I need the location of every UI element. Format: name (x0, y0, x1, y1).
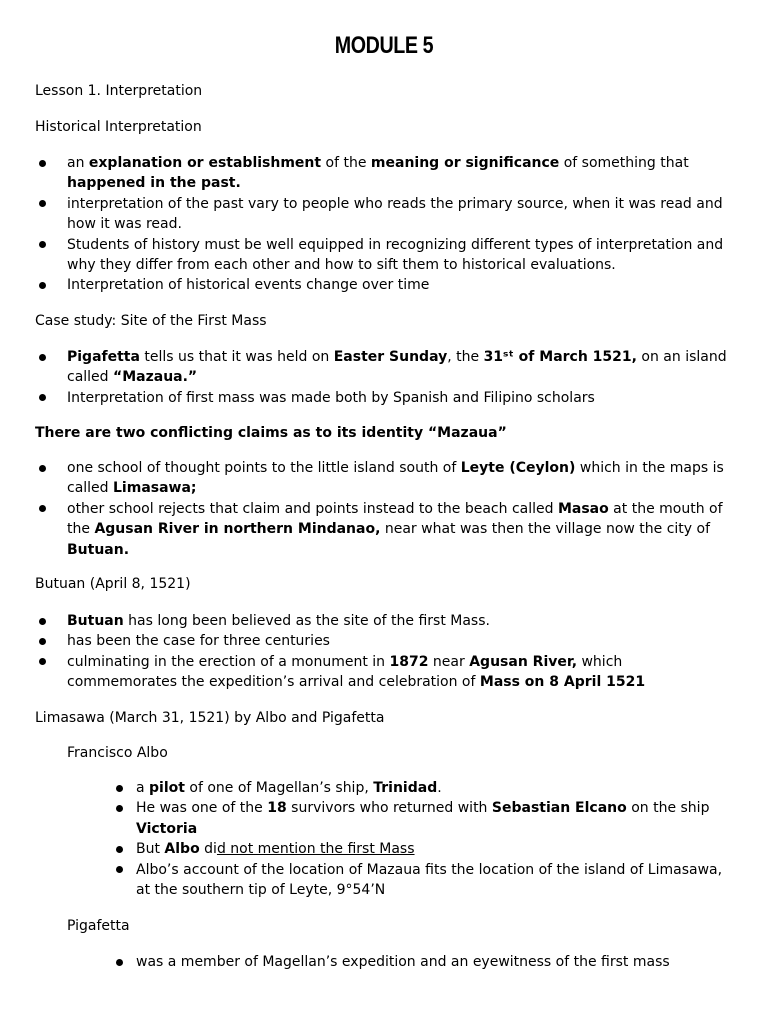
list-item: Pigafetta tells us that it was held on Easter Sunday, the 31ˢᵗ of March 1521, on an island called “Mazaua.” (0, 347, 768, 388)
butuan-list (0, 611, 768, 693)
list-item: an explanation or establishment of the meaning or significance of something that happened in the past. (0, 153, 768, 194)
case-study-list (0, 347, 768, 408)
limasawa-heading: Limasawa (March 31, 1521) by Albo and Pigafetta (35, 710, 385, 726)
list-item: interpretation of the past vary to people who reads the primary source, when it was read and how it was read. (0, 194, 768, 235)
list-item: was a member of Magellan’s expedition and an eyewitness of the first mass (0, 952, 768, 972)
page-title: MODULE 5 (334, 32, 434, 59)
list-item: Interpretation of historical events change over time (0, 275, 768, 295)
pigafetta-list (0, 952, 768, 972)
butuan-heading: Butuan (April 8, 1521) (35, 576, 191, 592)
list-item: He was one of the 18 survivors who returned with Sebastian Elcano on the ship Victoria (0, 798, 768, 839)
conflicting-claims-list (0, 458, 768, 560)
list-item: other school rejects that claim and points instead to the beach called Masao at the mouth of the Agusan River in northern Mindanao, near what was then the village now the city of Butuan. (0, 499, 768, 560)
case-study-heading: Case study: Site of the First Mass (35, 313, 267, 329)
list-item: a pilot of one of Magellan’s ship, Trinidad. (0, 778, 768, 798)
conflicting-claims-heading: There are two conflicting claims as to its identity “Mazaua” (35, 425, 507, 441)
francisco-albo-heading: Francisco Albo (67, 745, 168, 761)
pigafetta-heading: Pigafetta (67, 918, 130, 934)
list-item: Butuan has long been believed as the site of the first Mass. (0, 611, 768, 631)
historical-interpretation-heading: Historical Interpretation (35, 119, 202, 135)
list-item: culminating in the erection of a monument in 1872 near Agusan River, which commemorates the expedition’s arrival and celebration of Mass on 8 April 1521 (0, 652, 768, 693)
list-item: Albo’s account of the location of Mazaua fits the location of the island of Limasawa, at the southern tip of Leyte, 9°54’N (0, 860, 768, 901)
lesson-heading: Lesson 1. Interpretation (35, 83, 203, 99)
historical-interpretation-list (0, 153, 768, 296)
list-item: Students of history must be well equipped in recognizing different types of interpretation and why they differ from each other and how to sift them to historical evaluations. (0, 235, 768, 276)
francisco-albo-list (0, 778, 768, 900)
list-item: Interpretation of first mass was made both by Spanish and Filipino scholars (0, 388, 768, 408)
list-item: has been the case for three centuries (0, 631, 768, 651)
list-item: one school of thought points to the little island south of Leyte (Ceylon) which in the maps is called Limasawa; (0, 458, 768, 499)
list-item: But Albo did not mention the first Mass (0, 839, 768, 859)
